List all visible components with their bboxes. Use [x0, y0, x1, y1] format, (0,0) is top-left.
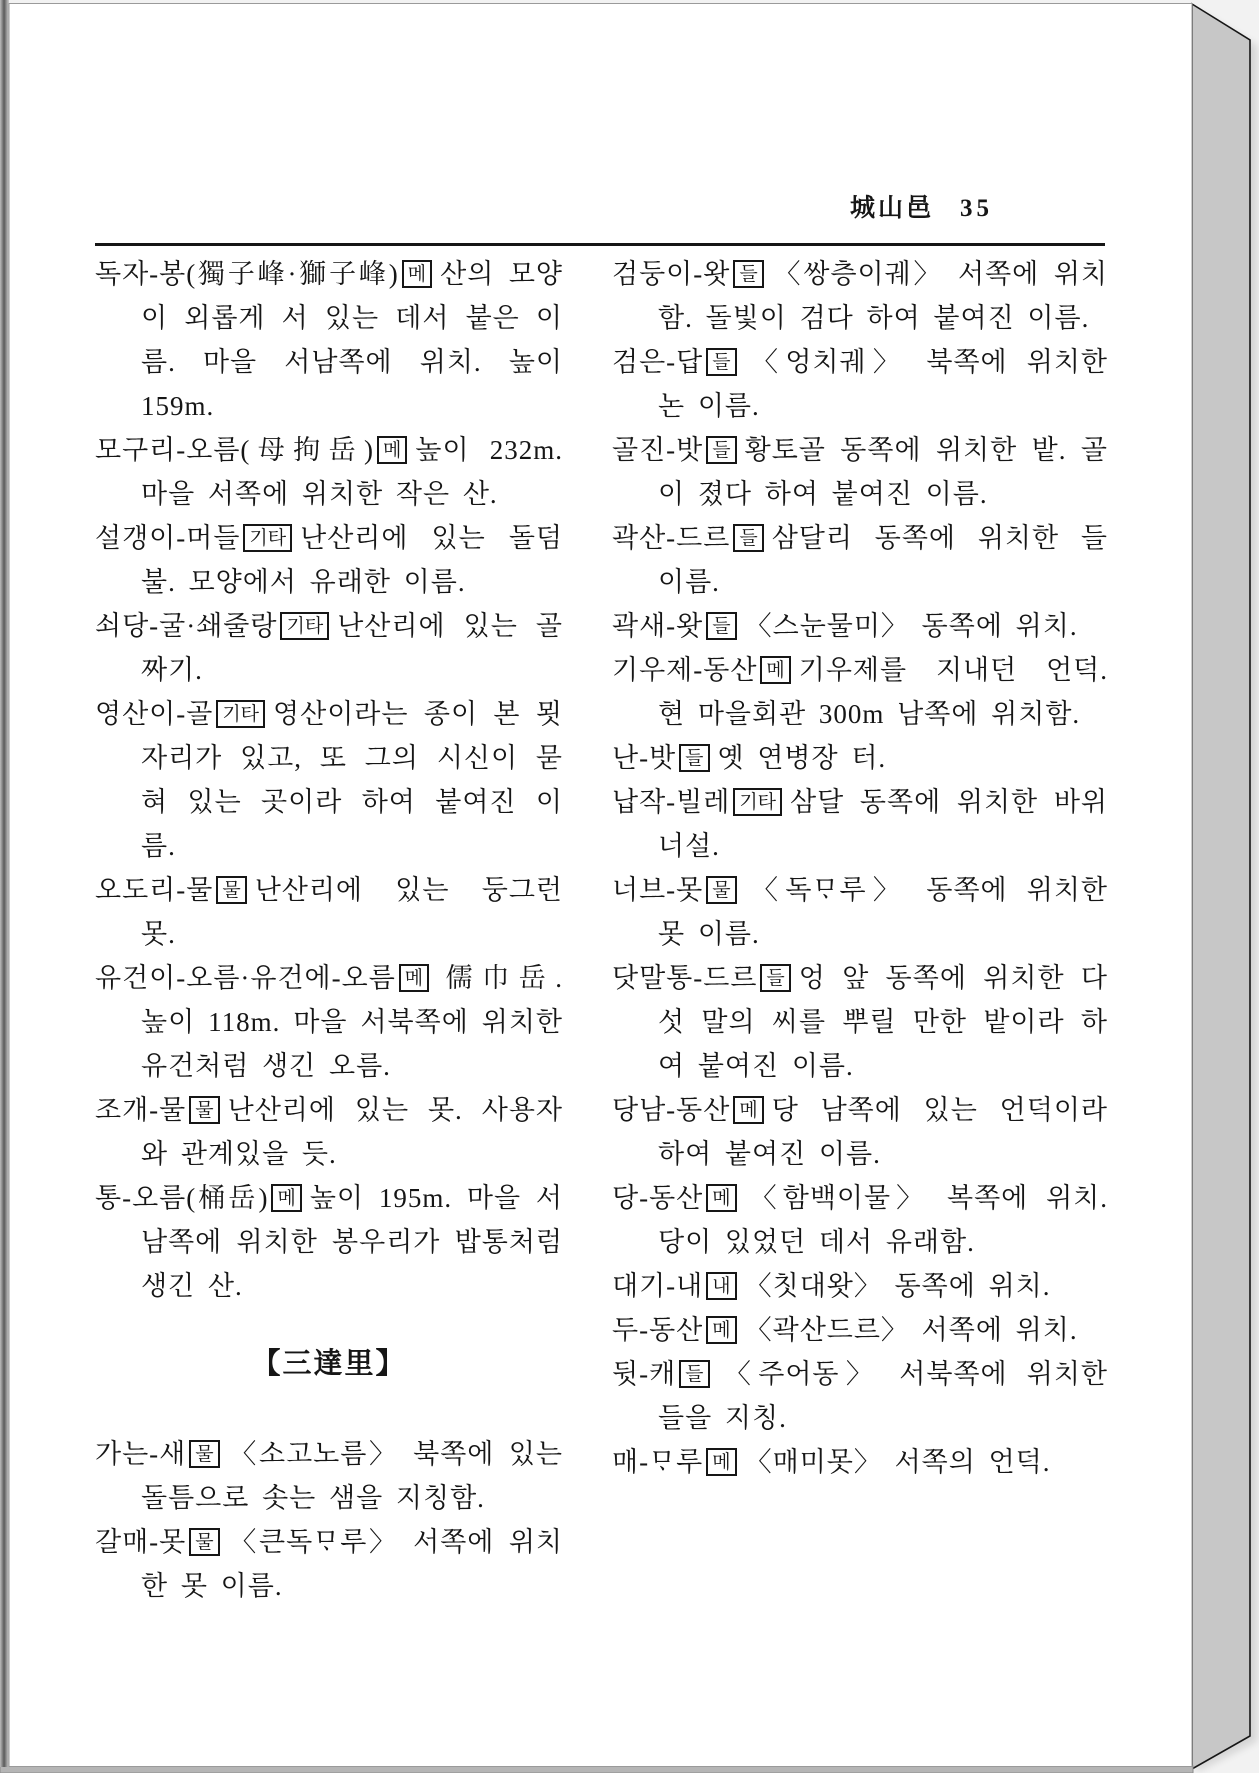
entry-name: 기우제-동산 [612, 655, 758, 685]
entry-description: 〈매미못〉 서쪽의 언덕. [744, 1447, 1051, 1477]
entry [612, 780, 1108, 868]
entry-description: 높이 232m. 마을 서쪽에 위치한 작은 산. [141, 435, 563, 509]
category-marker: 기타 [243, 524, 292, 552]
entry-name: 곽새-왓 [612, 611, 704, 641]
running-title: 城山邑 [849, 195, 934, 222]
category-marker: 들 [733, 260, 763, 288]
category-marker: 들 [679, 744, 709, 772]
category-marker: 물 [216, 876, 246, 904]
entry-name: 검둥이-왓 [612, 259, 731, 289]
category-marker: 들 [760, 964, 790, 992]
entry [612, 604, 1108, 648]
category-marker: 메 [706, 1316, 736, 1344]
category-marker: 메 [399, 964, 429, 992]
entry-name: 오도리-물 [95, 875, 214, 905]
entry-description: 난산리에 있는 돌덤불. 모양에서 유래한 이름. [141, 523, 563, 597]
entry-name: 설갱이-머들 [95, 523, 241, 553]
section-heading: 【三達里】 [251, 1348, 407, 1380]
category-marker: 메 [271, 1184, 301, 1212]
category-marker: 메 [706, 1448, 736, 1476]
entry [95, 252, 563, 428]
entry-description: 엉 앞 동쪽에 위치한 다섯 말의 씨를 뿌릴 만한 밭이라 하여 붙여진 이름. [658, 963, 1108, 1081]
entry [95, 1088, 563, 1176]
entry-description: 옛 연병장 터. [717, 743, 887, 773]
entry [612, 1308, 1108, 1352]
entry-name: 곽산-드르 [612, 523, 731, 553]
entry-description: 〈칫대왓〉 동쪽에 위치. [744, 1271, 1051, 1301]
entry-name: 두-동산 [612, 1315, 704, 1345]
entry [612, 340, 1108, 428]
entry [612, 868, 1108, 956]
entry-description: 〈주어동〉 서북쪽에 위치한 들을 지칭. [658, 1359, 1108, 1433]
header-rule [95, 243, 1105, 246]
category-marker: 물 [189, 1528, 219, 1556]
entry-name: 유건이-오름·유건에-오름 [95, 963, 396, 993]
category-marker: 기타 [280, 612, 329, 640]
entry [95, 868, 563, 956]
category-marker: 메 [706, 1184, 736, 1212]
category-marker: 메 [377, 436, 407, 464]
entry [612, 1352, 1108, 1440]
entry-description: 〈스눈물미〉 동쪽에 위치. [744, 611, 1078, 641]
entry-description: 〈큰독ᄆᆞ루〉 서쪽에 위치한 못 이름. [141, 1527, 563, 1601]
entry [95, 516, 563, 604]
entry-description: 〈곽산드르〉 서쪽에 위치. [744, 1315, 1078, 1345]
entry-name: 쇠당-굴·쇄줄랑 [95, 611, 278, 641]
entry [612, 648, 1108, 736]
entry [95, 428, 563, 516]
entry-name: 뒷-캐 [612, 1359, 677, 1389]
entry-name: 대기-내 [612, 1271, 704, 1301]
entry-name: 통-오름(桶岳) [95, 1183, 269, 1213]
entry-description: 삼달리 동쪽에 위치한 들 이름. [658, 523, 1108, 597]
entry-description: 〈독ᄆᆞ루〉 동쪽에 위치한 못 이름. [658, 875, 1108, 949]
category-marker: 물 [189, 1440, 219, 1468]
category-marker: 기타 [733, 788, 782, 816]
entry-name: 가는-새 [95, 1439, 187, 1469]
category-marker: 내 [706, 1272, 736, 1300]
category-marker: 메 [760, 656, 790, 684]
entry-description: 삼달 동쪽에 위치한 바위너설. [658, 787, 1108, 861]
entry-name: 골진-밧 [612, 435, 704, 465]
entry [612, 428, 1108, 516]
entry-description: 높이 195m. 마을 서남쪽에 위치한 봉우리가 밥통처럼 생긴 산. [141, 1183, 563, 1301]
entry [612, 1264, 1108, 1308]
category-marker: 물 [189, 1096, 219, 1124]
entry [95, 604, 563, 692]
category-marker: 메 [733, 1096, 763, 1124]
entry-description: 〈쌍층이궤〉 서쪽에 위치함. 돌빛이 검다 하여 붙여진 이름. [658, 259, 1108, 333]
entry [612, 956, 1108, 1088]
entry-name: 갈매-못 [95, 1527, 187, 1557]
entry-description: 〈함백이물〉 복쪽에 위치. 당이 있었던 데서 유래함. [658, 1183, 1108, 1257]
entry-description: 난산리에 있는 못. 사용자와 관계있을 듯. [141, 1095, 563, 1169]
entry [95, 1176, 563, 1308]
category-marker: 들 [706, 612, 736, 640]
entry-description: 난산리에 있는 둥그런 못. [141, 875, 563, 949]
entry-name: 너브-못 [612, 875, 704, 905]
entry-name: 난-밧 [612, 743, 677, 773]
category-marker: 물 [706, 876, 736, 904]
category-marker: 메 [402, 260, 432, 288]
entry [612, 1088, 1108, 1176]
entry-description: 기우제를 지내던 언덕. 현 마을회관 300m 남쪽에 위치함. [658, 655, 1108, 729]
entry-description: 〈엉치궤〉 북쪽에 위치한 논 이름. [658, 347, 1108, 421]
right-column [612, 252, 1108, 1484]
entry-description: 영산이라는 종이 본 묏자리가 있고, 또 그의 시신이 묻혀 있는 곳이라 하여 붙여진 이름. [141, 699, 563, 861]
entry-description: 〈소고노름〉 북쪽에 있는 돌틈으로 솟는 샘을 지칭함. [141, 1439, 563, 1513]
entry [612, 516, 1108, 604]
page-number: 35 [960, 195, 993, 222]
entry [612, 1440, 1108, 1484]
entry-name: 영산이-골 [95, 699, 214, 729]
entry-name: 당남-동산 [612, 1095, 731, 1125]
page-header [95, 188, 1105, 224]
category-marker: 들 [706, 436, 736, 464]
entry-name: 조개-물 [95, 1095, 187, 1125]
entry-name: 닷말통-드르 [612, 963, 758, 993]
category-marker: 들 [706, 348, 736, 376]
category-marker: 기타 [216, 700, 265, 728]
entry [612, 1176, 1108, 1264]
entry-name: 당-동산 [612, 1183, 704, 1213]
category-marker: 들 [733, 524, 763, 552]
entry-name: 납작-빌레 [612, 787, 731, 817]
entry-description: 난산리에 있는 골짜기. [141, 611, 563, 685]
entry-description: 산의 모양이 외롭게 서 있는 데서 붙은 이름. 마을 서남쪽에 위치. 높이 159m. [141, 259, 564, 421]
entry [95, 1432, 563, 1520]
category-marker: 들 [679, 1360, 709, 1388]
entry [612, 736, 1108, 780]
entry [612, 252, 1108, 340]
entry [95, 1520, 563, 1608]
entry-description: 당 남쪽에 있는 언덕이라 하여 붙여진 이름. [658, 1095, 1108, 1169]
left-column [95, 252, 563, 1608]
entry-name: 검은-답 [612, 347, 704, 377]
entry-name: 모구리-오름(母拘岳) [95, 435, 375, 465]
entry-name: 독자-봉(獨子峰·獅子峰) [95, 259, 399, 289]
entry-name: 매-ᄆᆞ루 [612, 1447, 704, 1477]
entry-description: 황토골 동쪽에 위치한 밭. 골이 졌다 하여 붙여진 이름. [658, 435, 1108, 509]
entry [95, 692, 563, 868]
entry [95, 956, 563, 1088]
entry-description: 儒巾岳. 높이 118m. 마을 서북쪽에 위치한 유건처럼 생긴 오름. [141, 963, 563, 1081]
